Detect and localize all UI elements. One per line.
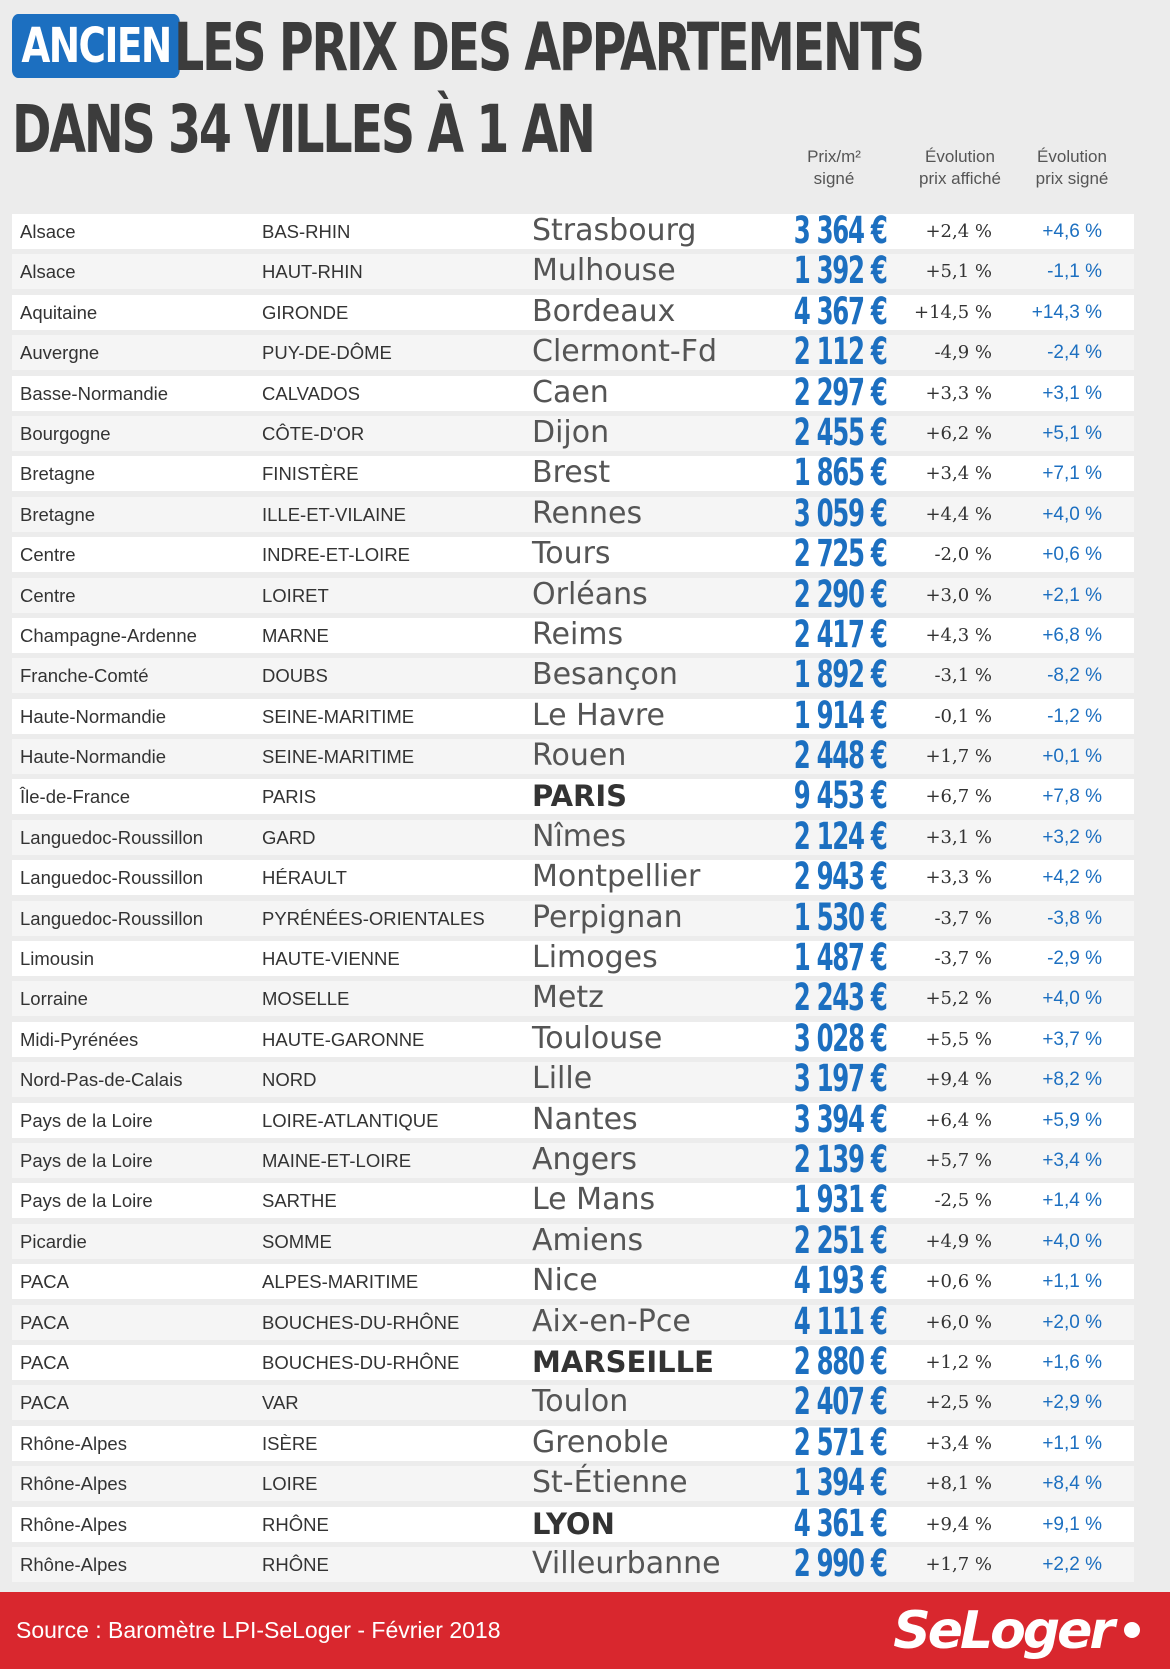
evol-signe-cell: +4,2 % — [1042, 867, 1102, 889]
evol-signe-cell: -2,9 % — [1047, 948, 1102, 970]
city-cell: Rouen — [532, 738, 627, 774]
evol-signe-cell: -3,8 % — [1047, 907, 1102, 929]
city-cell: Reims — [532, 616, 624, 652]
price-cell: 2 243 € — [793, 976, 886, 1020]
department-cell: HÉRAULT — [262, 867, 347, 889]
evol-signe-cell: +7,1 % — [1042, 463, 1102, 485]
city-cell: LYON — [532, 1506, 615, 1541]
column-header-price — [784, 146, 884, 190]
region-cell: Limousin — [20, 948, 95, 970]
evol-affiche-cell: +3,4 % — [925, 1432, 992, 1454]
region-cell: Midi-Pyrénées — [20, 1028, 139, 1050]
evol-signe-cell: -1,1 % — [1047, 261, 1102, 283]
region-cell: Auvergne — [20, 342, 100, 364]
price-cell: 2 124 € — [793, 814, 886, 858]
evol-affiche-cell: -3,7 % — [934, 907, 992, 929]
evol-signe-cell: +3,7 % — [1042, 1028, 1102, 1050]
evol-signe-cell: -8,2 % — [1047, 665, 1102, 687]
table-row — [12, 693, 1134, 737]
region-cell: Pays de la Loire — [20, 1190, 153, 1212]
department-cell: LOIRE — [262, 1473, 318, 1495]
table-row — [12, 410, 1134, 454]
region-cell: Alsace — [20, 261, 76, 283]
evol-affiche-cell: -3,7 % — [934, 948, 992, 970]
table-row — [12, 1218, 1134, 1262]
evol-signe-cell: +6,8 % — [1042, 624, 1102, 646]
region-cell: Pays de la Loire — [20, 1149, 153, 1171]
table-row — [12, 1057, 1134, 1101]
region-cell: Haute-Normandie — [20, 746, 167, 768]
evol-signe-cell: +5,9 % — [1042, 1109, 1102, 1131]
city-cell: Clermont-Fd — [532, 334, 718, 370]
evol-affiche-cell: +6,2 % — [925, 422, 992, 444]
department-cell: RHÔNE — [262, 1513, 329, 1535]
evol-affiche-cell: +1,7 % — [925, 746, 992, 768]
table-row — [12, 895, 1134, 939]
region-cell: Haute-Normandie — [20, 705, 167, 727]
evol-signe-cell: +8,2 % — [1042, 1069, 1102, 1091]
department-cell: BOUCHES-DU-RHÔNE — [262, 1351, 460, 1373]
department-cell: FINISTÈRE — [262, 463, 359, 485]
evol-signe-cell: +5,1 % — [1042, 422, 1102, 444]
table-row — [12, 653, 1134, 697]
department-cell: GARD — [262, 826, 316, 848]
department-cell: PYRÉNÉES-ORIENTALES — [262, 907, 485, 929]
region-cell: Rhône-Alpes — [20, 1432, 127, 1454]
evol-signe-cell: +2,2 % — [1042, 1553, 1102, 1575]
evol-affiche-cell: +6,4 % — [925, 1109, 992, 1131]
city-cell: St-Étienne — [532, 1465, 688, 1501]
department-cell: LOIRET — [262, 584, 329, 606]
table-row — [12, 1461, 1134, 1505]
evol-signe-cell: +2,0 % — [1042, 1311, 1102, 1333]
evol-signe-cell: +4,6 % — [1042, 221, 1102, 242]
city-cell: Amiens — [532, 1222, 644, 1258]
department-cell: MARNE — [262, 624, 329, 646]
city-cell: MARSEILLE — [532, 1344, 714, 1379]
region-cell: Rhône-Alpes — [20, 1513, 127, 1535]
evol-affiche-cell: +4,3 % — [925, 624, 992, 646]
department-cell: INDRE-ET-LOIRE — [262, 544, 411, 566]
evol-signe-cell: +2,1 % — [1042, 584, 1102, 606]
department-cell: MAINE-ET-LOIRE — [262, 1149, 412, 1171]
column-header-evol-signe-line2: prix signé — [1035, 169, 1109, 188]
city-cell: Dijon — [532, 414, 610, 450]
table-row — [12, 1137, 1134, 1181]
city-cell: Strasbourg — [532, 213, 697, 248]
city-cell: Limoges — [532, 940, 658, 976]
region-cell: Franche-Comté — [20, 665, 149, 687]
evol-signe-cell: +4,0 % — [1042, 988, 1102, 1010]
price-cell: 1 865 € — [793, 451, 886, 495]
table-row — [12, 289, 1134, 333]
region-cell: Île-de-France — [20, 786, 131, 808]
table-row — [12, 855, 1134, 899]
city-cell: Nice — [532, 1263, 598, 1299]
department-cell: HAUT-RHIN — [262, 261, 363, 283]
price-cell: 4 367 € — [793, 289, 886, 333]
department-cell: HAUTE-GARONNE — [262, 1028, 425, 1050]
table-row — [12, 1097, 1134, 1141]
table-row — [12, 330, 1134, 374]
city-cell: Perpignan — [532, 899, 683, 935]
price-cell: 1 892 € — [793, 653, 886, 697]
evol-affiche-cell: +1,2 % — [925, 1351, 992, 1373]
city-cell: Mulhouse — [532, 253, 676, 289]
column-header-price-line1: Prix/m² — [807, 147, 861, 166]
region-cell: Centre — [20, 544, 76, 566]
department-cell: SEINE-MARITIME — [262, 705, 415, 727]
region-cell: Pays de la Loire — [20, 1109, 153, 1131]
evol-affiche-cell: +6,7 % — [925, 786, 992, 808]
table-row — [12, 1178, 1134, 1222]
price-cell: 3 197 € — [793, 1057, 886, 1101]
department-cell: ILLE-ET-VILAINE — [262, 503, 406, 525]
table-row — [12, 976, 1134, 1020]
table-row — [12, 209, 1134, 252]
column-header-evol-affiche-line1: Évolution — [925, 147, 995, 166]
evol-affiche-cell: +2,5 % — [925, 1392, 992, 1414]
title-line-1: LES PRIX DES APPARTEMENTS — [174, 9, 923, 86]
city-cell: Le Havre — [532, 697, 666, 733]
price-cell: 2 417 € — [793, 612, 886, 656]
city-cell: Toulon — [532, 1384, 629, 1420]
evol-signe-cell: +1,1 % — [1042, 1432, 1102, 1454]
price-cell: 3 059 € — [793, 491, 886, 535]
price-cell: 1 931 € — [793, 1178, 886, 1222]
evol-affiche-cell: +5,2 % — [925, 988, 992, 1010]
source-text: Source : Baromètre LPI-SeLoger - Février 2018 — [16, 1617, 501, 1643]
table-row — [12, 532, 1134, 576]
department-cell: BOUCHES-DU-RHÔNE — [262, 1311, 460, 1333]
department-cell: PUY-DE-DÔME — [262, 342, 392, 364]
seloger-logo: SeLoger — [893, 1601, 1112, 1661]
table-row — [12, 814, 1134, 858]
region-cell: Bourgogne — [20, 422, 111, 444]
table-row — [12, 1339, 1134, 1383]
price-cell: 3 028 € — [793, 1016, 886, 1060]
city-cell: Rennes — [532, 495, 643, 531]
footer — [0, 1592, 1170, 1669]
evol-signe-cell: +1,1 % — [1042, 1271, 1102, 1293]
region-cell: Bretagne — [20, 463, 96, 485]
city-cell: Montpellier — [532, 859, 701, 895]
evol-affiche-cell: -3,1 % — [934, 665, 992, 687]
department-cell: CÔTE-D'OR — [262, 422, 365, 444]
table-row — [12, 1420, 1134, 1464]
region-cell: Basse-Normandie — [20, 382, 169, 404]
department-cell: SEINE-MARITIME — [262, 746, 415, 768]
department-cell: PARIS — [262, 786, 317, 808]
table-row — [12, 1380, 1134, 1424]
evol-affiche-cell: -0,1 % — [934, 705, 992, 727]
table-row — [12, 1016, 1134, 1060]
price-cell: 2 290 € — [793, 572, 886, 616]
price-cell: 3 364 € — [793, 209, 886, 252]
evol-affiche-cell: -2,5 % — [934, 1190, 992, 1212]
city-cell: Grenoble — [532, 1424, 669, 1460]
evol-affiche-cell: +3,0 % — [925, 584, 992, 606]
evol-signe-cell: -1,2 % — [1047, 705, 1102, 727]
table-row — [12, 1501, 1134, 1545]
city-cell: Villeurbanne — [532, 1545, 721, 1581]
city-cell: Lille — [532, 1061, 593, 1097]
table-row — [12, 936, 1134, 980]
price-cell: 2 407 € — [793, 1380, 886, 1424]
evol-signe-cell: +8,4 % — [1042, 1473, 1102, 1495]
price-cell: 2 455 € — [793, 410, 886, 454]
region-cell: Centre — [20, 584, 76, 606]
region-cell: Bretagne — [20, 503, 96, 525]
region-cell: Lorraine — [20, 988, 88, 1010]
evol-affiche-cell: +5,5 % — [925, 1028, 992, 1050]
department-cell: VAR — [262, 1392, 299, 1414]
column-header-evol-signe-line1: Évolution — [1037, 147, 1107, 166]
evol-signe-cell: +3,1 % — [1042, 382, 1102, 404]
department-cell: BAS-RHIN — [262, 221, 351, 242]
table-row — [12, 370, 1134, 414]
region-cell: PACA — [20, 1392, 70, 1414]
column-header-evol-signe — [1020, 146, 1124, 190]
city-cell: Nîmes — [532, 818, 627, 854]
department-cell: LOIRE-ATLANTIQUE — [262, 1109, 439, 1131]
price-cell: 4 361 € — [793, 1501, 886, 1545]
region-cell: Languedoc-Roussillon — [20, 867, 204, 889]
department-cell: DOUBS — [262, 665, 328, 687]
evol-signe-cell: +14,3 % — [1031, 301, 1102, 323]
evol-affiche-cell: +6,0 % — [925, 1311, 992, 1333]
region-cell: PACA — [20, 1271, 70, 1293]
table-row — [12, 249, 1134, 293]
evol-signe-cell: -2,4 % — [1047, 342, 1102, 364]
table-row — [12, 1259, 1134, 1303]
city-cell: Brest — [532, 455, 611, 491]
region-cell: Picardie — [20, 1230, 87, 1252]
price-cell: 2 880 € — [793, 1339, 886, 1383]
evol-affiche-cell: +5,7 % — [925, 1149, 992, 1171]
evol-signe-cell: +0,1 % — [1042, 746, 1102, 768]
price-cell: 1 914 € — [793, 693, 886, 737]
price-cell: 2 297 € — [793, 370, 886, 414]
evol-signe-cell: +9,1 % — [1042, 1513, 1102, 1535]
table-row — [12, 451, 1134, 495]
price-cell: 2 943 € — [793, 855, 886, 899]
evol-affiche-cell: +4,4 % — [925, 503, 992, 525]
evol-affiche-cell: -4,9 % — [934, 342, 992, 364]
evol-affiche-cell: +8,1 % — [925, 1473, 992, 1495]
evol-affiche-cell: +3,3 % — [925, 382, 992, 404]
table-row — [12, 1299, 1134, 1343]
evol-affiche-cell: +5,1 % — [925, 261, 992, 283]
evol-affiche-cell: -2,0 % — [934, 544, 992, 566]
evol-signe-cell: +3,2 % — [1042, 826, 1102, 848]
region-cell: Rhône-Alpes — [20, 1553, 127, 1575]
evol-signe-cell: +1,6 % — [1042, 1351, 1102, 1373]
ancien-badge: ANCIEN — [12, 14, 180, 78]
region-cell: Champagne-Ardenne — [20, 624, 197, 646]
price-cell: 1 487 € — [793, 936, 886, 980]
price-table — [12, 209, 1134, 1585]
evol-affiche-cell: +3,4 % — [925, 463, 992, 485]
price-cell: 3 394 € — [793, 1097, 886, 1141]
region-cell: Languedoc-Roussillon — [20, 907, 204, 929]
region-cell: Languedoc-Roussillon — [20, 826, 204, 848]
evol-affiche-cell: +4,9 % — [925, 1230, 992, 1252]
city-cell: PARIS — [532, 779, 628, 814]
table-row — [12, 612, 1134, 656]
price-cell: 1 392 € — [793, 249, 886, 293]
region-cell: Aquitaine — [20, 301, 98, 323]
city-cell: Toulouse — [532, 1020, 663, 1056]
evol-signe-cell: +1,4 % — [1042, 1190, 1102, 1212]
region-cell: PACA — [20, 1311, 70, 1333]
department-cell: RHÔNE — [262, 1553, 329, 1575]
department-cell: MOSELLE — [262, 988, 350, 1010]
region-cell: PACA — [20, 1351, 70, 1373]
price-cell: 2 725 € — [793, 532, 886, 576]
title-line-2: DANS 34 VILLES À 1 AN — [12, 91, 594, 168]
city-cell: Orléans — [532, 576, 648, 612]
table-row — [12, 1541, 1134, 1585]
department-cell: NORD — [262, 1069, 317, 1091]
department-cell: SARTHE — [262, 1190, 337, 1212]
evol-signe-cell: +0,6 % — [1042, 544, 1102, 566]
price-cell: 2 990 € — [793, 1541, 886, 1585]
evol-affiche-cell: +9,4 % — [925, 1069, 992, 1091]
evol-affiche-cell: +3,3 % — [925, 867, 992, 889]
table-row — [12, 572, 1134, 616]
evol-signe-cell: +2,9 % — [1042, 1392, 1102, 1414]
price-cell: 4 193 € — [793, 1259, 886, 1303]
evol-affiche-cell: +0,6 % — [925, 1271, 992, 1293]
price-cell: 2 139 € — [793, 1137, 886, 1181]
evol-affiche-cell: +14,5 % — [914, 301, 992, 323]
evol-affiche-cell: +2,4 % — [925, 221, 992, 242]
city-cell: Aix-en-Pce — [532, 1303, 691, 1339]
city-cell: Metz — [532, 980, 604, 1016]
table-row — [12, 491, 1134, 535]
logo-dot-icon — [1124, 1622, 1140, 1638]
city-cell: Besançon — [532, 657, 678, 693]
price-cell: 2 571 € — [793, 1420, 886, 1464]
column-header-price-line2: signé — [813, 169, 855, 188]
evol-signe-cell: +3,4 % — [1042, 1149, 1102, 1171]
evol-signe-cell: +7,8 % — [1042, 786, 1102, 808]
department-cell: ISÈRE — [262, 1432, 318, 1454]
evol-affiche-cell: +1,7 % — [925, 1553, 992, 1575]
price-cell: 2 251 € — [793, 1218, 886, 1262]
region-cell: Nord-Pas-de-Calais — [20, 1069, 183, 1091]
city-cell: Angers — [532, 1141, 637, 1177]
price-cell: 2 112 € — [793, 330, 886, 374]
department-cell: HAUTE-VIENNE — [262, 948, 400, 970]
table-row — [12, 774, 1134, 818]
column-header-evol-affiche — [906, 146, 1014, 190]
price-cell: 2 448 € — [793, 734, 886, 778]
city-cell: Caen — [532, 374, 609, 410]
region-cell: Rhône-Alpes — [20, 1473, 127, 1495]
evol-signe-cell: +4,0 % — [1042, 1230, 1102, 1252]
region-cell: Alsace — [20, 221, 76, 242]
city-cell: Nantes — [532, 1101, 638, 1137]
evol-signe-cell: +4,0 % — [1042, 503, 1102, 525]
evol-affiche-cell: +3,1 % — [925, 826, 992, 848]
price-cell: 4 111 € — [793, 1299, 886, 1343]
city-cell: Bordeaux — [532, 293, 676, 329]
department-cell: ALPES-MARITIME — [262, 1271, 419, 1293]
city-cell: Tours — [532, 536, 611, 572]
price-cell: 9 453 € — [793, 774, 886, 818]
evol-affiche-cell: +9,4 % — [925, 1513, 992, 1535]
price-cell: 1 530 € — [793, 895, 886, 939]
table-row — [12, 734, 1134, 778]
department-cell: CALVADOS — [262, 382, 361, 404]
department-cell: SOMME — [262, 1230, 332, 1252]
department-cell: GIRONDE — [262, 301, 349, 323]
column-header-evol-affiche-line2: prix affiché — [919, 169, 1001, 188]
city-cell: Le Mans — [532, 1182, 656, 1218]
price-cell: 1 394 € — [793, 1461, 886, 1505]
